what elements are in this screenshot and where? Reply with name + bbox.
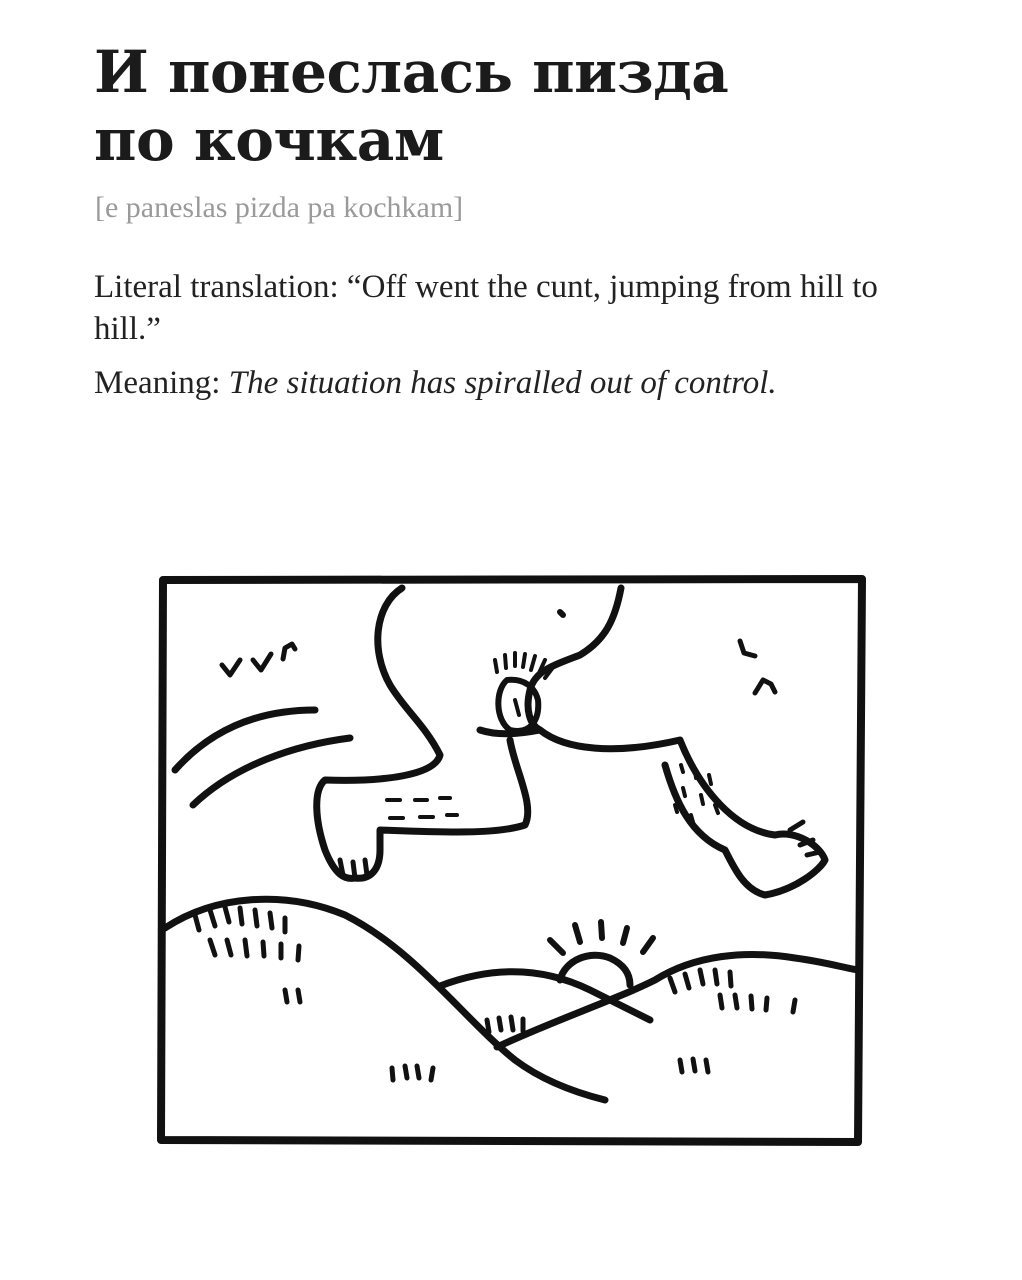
motion-line <box>175 710 315 770</box>
phrase-line-2: по кочкам <box>94 106 444 174</box>
motion-line <box>193 738 350 805</box>
grass-tufts <box>195 907 795 1080</box>
body-outline <box>480 730 825 895</box>
body-outline <box>528 588 621 730</box>
literal-translation-label: Literal translation: <box>94 269 339 305</box>
jumping-legs-illustration <box>135 560 890 1170</box>
bird-icon <box>222 641 775 693</box>
left-hill <box>165 899 605 1100</box>
right-hill <box>497 954 858 1047</box>
meaning-text: The situation has spiralled out of control. <box>228 365 777 401</box>
literal-translation-text: “Off went the cunt, jumping from hill to hill.” <box>94 269 878 347</box>
sun-rays <box>550 922 653 953</box>
hip-dot <box>560 612 563 615</box>
transliteration: [e paneslas pizda pa kochkam] <box>95 191 464 224</box>
body-outline <box>380 740 528 850</box>
phrase-line-1: И понеслась пизда <box>94 38 729 106</box>
phrase-title <box>94 38 974 174</box>
literal-translation <box>94 266 894 350</box>
meaning-label: Meaning: <box>94 365 221 401</box>
meaning <box>94 362 974 404</box>
